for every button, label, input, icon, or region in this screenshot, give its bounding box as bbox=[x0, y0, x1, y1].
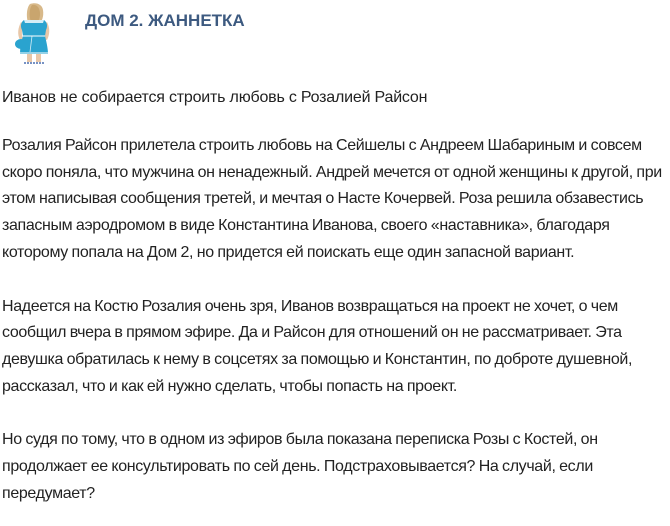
site-logo-icon[interactable] bbox=[12, 2, 56, 66]
site-title[interactable]: ДОМ 2. ЖАННЕТКА bbox=[85, 11, 245, 30]
article-paragraph: Надеется на Костю Розалия очень зря, Иванов возвращаться на проект не хочет, о чем сообщил вчера в прямом эфире. Да и Райсон для отношений он не рассматривает. Эта девушка обратилась к нему в соцсетях за помощью и Константин, по доброте душевной, рассказал, что и как ей нужно сделать, чтобы попасть на проект. bbox=[2, 297, 633, 395]
article-title: Иванов не собирается строить любовь с Розалией Райсон bbox=[2, 89, 428, 106]
article-paragraph: Но судя по тому, что в одном из эфиров была показана переписка Розы с Костей, он продолжает ее консультировать по сей день. Подстраховывается? На случай, если передумает? bbox=[2, 431, 598, 502]
site-header bbox=[0, 0, 670, 70]
article bbox=[0, 85, 670, 507]
article-paragraph: Розалия Райсон прилетела строить любовь на Сейшелы с Андреем Шабариным и совсем скоро поняла, что мужчина он ненадежный. Андрей мечется от одной женщины к другой, при этом написывая сообщения третей, и мечтая о Насте Кочервей. Роза решила обзавестись запасным аэродромом в виде Константина Иванова, своего «наставника», благодаря которому попала на Дом 2, но придется ей поискать еще один запасной вариант. bbox=[2, 137, 662, 261]
